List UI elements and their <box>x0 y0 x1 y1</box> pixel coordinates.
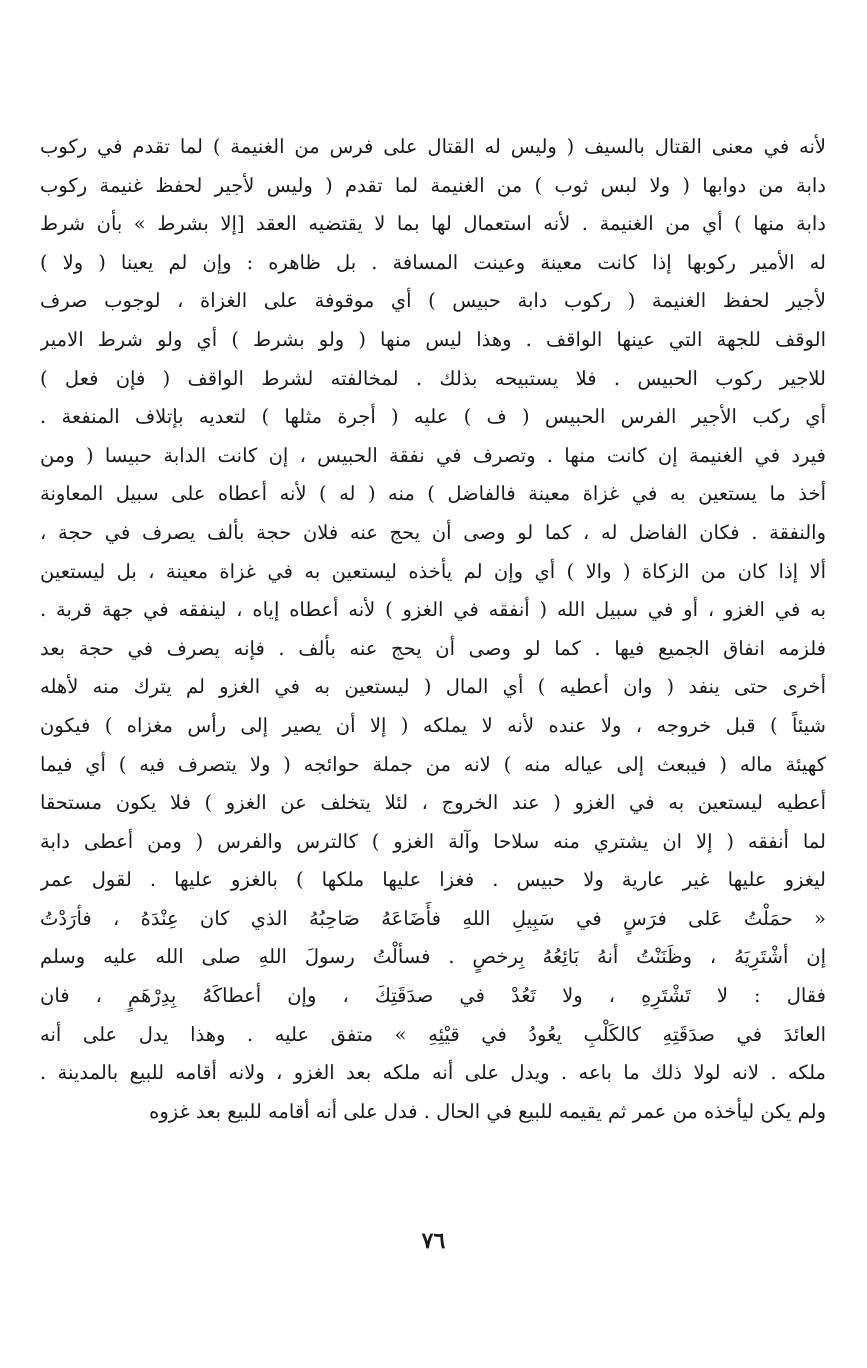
text-line: لأجير لحفظ الغنيمة ( ركوب دابة حبيس ) أي موقوفة على الغزاة ، لوجوب صرف <box>40 289 826 313</box>
hadith-line: فقال : لا تَشْتَرِهِ ، ولا تَعُدْ في صدَقَتِكَ ، وإن أعطاكَهُ بِدِرْهَمٍ ، فان <box>40 984 826 1008</box>
text-line: لأنه في معنى القتال بالسيف ( وليس له القتال على فرس من الغنيمة ) لما تقدم في ركوب <box>40 135 826 158</box>
text-line: أعطيه ليستعين به في الغزو ( عند الخروج ، لئلا يتخلف عن الغزو ) فلا يكون مستحقا <box>40 791 826 815</box>
text-line: ملكه . لانه لولا ذلك ما باعه . ويدل على أنه ملكه بعد الغزو ، ولانه أقامه للبيع بالمدينة . <box>40 1061 826 1085</box>
text-line: الوقف للجهة التي عينها الواقف . وهذا ليس منها ( ولو بشرط ) أي ولو شرط الامير <box>40 327 826 351</box>
text-line: لما أنفقه ( إلا ان يشتري منه سلاحا وآلة الغزو ) كالترس والفرس ( ومن أعطى دابة <box>40 829 826 853</box>
hadith-line: العائدَ في صدَقَتِهِ كالكَلْبِ يعُودُ في قيْئِهِ » متفق عليه . وهذا يدل على أنه <box>40 1022 826 1046</box>
text-line: كهيئة ماله ( فيبعث إلى عياله منه ) لانه من جملة حوائجه ( ولا يتصرف فيه ) أي فيما <box>40 752 826 776</box>
text-line: شيئاً ) قبل خروجه ، ولا عنده لأنه لا يملكه ( إلا أن يصير إلى رأس مغزاه ) فيكون <box>40 713 826 737</box>
text-line: فلزمه انفاق الجميع فيها . كما لو وصى أن يحج عنه بألف . فإنه يصرف في حجة بعد <box>40 636 826 660</box>
text-line: دابة من دوابها ( ولا لبس ثوب ) من الغنيمة لما تقدم ( وليس لأجير لحفظ غنيمة ركوب <box>40 173 826 197</box>
text-line: فيرد في الغنيمة إن كانت منها . وتصرف في نفقة الحبيس ، إن كانت الدابة حبيسا ( ومن <box>40 443 826 467</box>
hadith-line: إن أشْتَرِيَهُ ، وظَنَنْتُ أنهُ بَائِعُهُ بِرخصٍ . فسألْتُ رسولَ اللهِ صلى الله عليه وسلم <box>40 945 826 969</box>
page-number: ٧٦ <box>421 1228 446 1254</box>
text-line: أي ركب الأجير الفرس الحبيس ( ف ) عليه ( أجرة مثلها ) لتعديه بإتلاف المنفعة . <box>40 405 826 429</box>
hadith-line: « حمَلْتُ عَلى فرَسٍ في سَبِيلِ اللهِ فأَضَاعَهُ صَاحِبُهُ الذي كان عِنْدَهُ ، فأرَدْتُ <box>40 906 826 930</box>
text-line: به في الغزو ، أو في سبيل الله ( أنفقه في الغزو ) لأنه أعطاه إياه ، لينفقه في جهة قربة . <box>40 598 826 622</box>
text-line: ألا إذا كان من الزكاة ( والا ) أي وإن لم يأخذه ليستعين به في غزاة معينة ، بل ليستعين <box>40 559 826 583</box>
text-line: والنفقة . فكان الفاضل له ، كما لو وصى أن يحج عنه فلان حجة بألف يصرف في حجة ، <box>40 520 826 544</box>
text-line: ولم يكن ليأخذه من عمر ثم يقيمه للبيع في الحال . فدل على أنه أقامه للبيع بعد غزوه <box>149 1099 826 1123</box>
text-line: له الأمير ركوبها إذا كانت معينة وعينت المسافة . بل ظاهره : وإن لم يعينا ( ولا ) <box>40 250 826 274</box>
text-line: ليغزو عليها غير عارية ولا حبيس . فغزا عليها ملكها ) بالغزو عليها . لقول عمر <box>40 868 826 892</box>
body-text <box>40 128 826 1131</box>
text-line: دابة منها ) أي من الغنيمة . لأنه استعمال لها بما لا يقتضيه العقد [إلا بشرط » بأن شرط <box>40 212 826 236</box>
text-line: للاجير ركوب الحبيس . فلا يستبيحه بذلك . لمخالفته لشرط الواقف ( فإن فعل ) <box>40 366 826 390</box>
text-line: أخذ ما يستعين به في غزاة معينة فالفاضل ) منه ( له ) لأنه أعطاه على سبيل المعاونة <box>40 482 826 506</box>
text-line: أخرى حتى ينفد ( وان أعطيه ) أي المال ( ليستعين به في الغزو لم يترك منه لأهله <box>40 675 826 699</box>
